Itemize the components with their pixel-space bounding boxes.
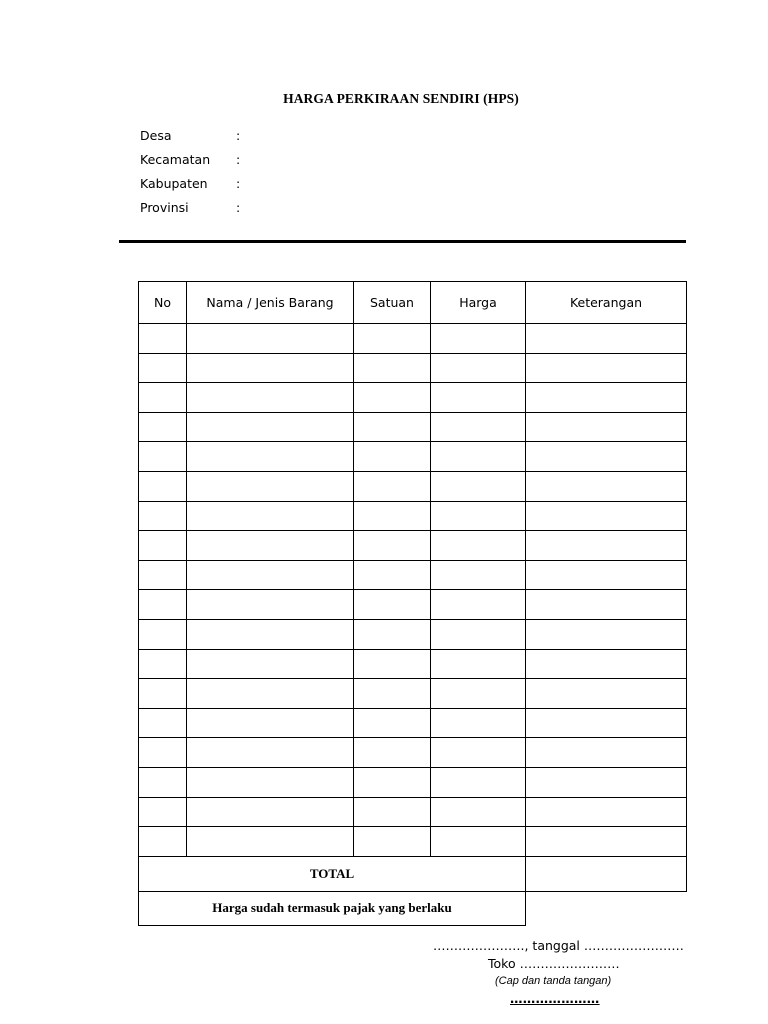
satuan-cell[interactable] xyxy=(354,797,431,827)
no-cell[interactable] xyxy=(139,442,187,472)
header-row xyxy=(139,282,687,324)
satuan-cell[interactable] xyxy=(354,708,431,738)
no-cell[interactable] xyxy=(139,531,187,561)
table-body xyxy=(139,324,687,857)
header-divider xyxy=(119,240,686,243)
hps-table xyxy=(138,281,687,926)
info-label: Provinsi xyxy=(140,200,189,215)
nama-jenis-barang-cell[interactable] xyxy=(187,827,354,857)
document-title: HARGA PERKIRAAN SENDIRI (HPS) xyxy=(283,91,519,106)
no-cell[interactable] xyxy=(139,679,187,709)
satuan-cell[interactable] xyxy=(354,501,431,531)
no-cell[interactable] xyxy=(139,649,187,679)
column-header-harga: Harga xyxy=(431,282,526,324)
info-label: Desa xyxy=(140,128,172,143)
table-row xyxy=(139,767,687,797)
no-cell[interactable] xyxy=(139,412,187,442)
harga-cell[interactable] xyxy=(431,471,526,501)
info-colon: : xyxy=(236,152,241,167)
signature-line: ………………… xyxy=(510,991,600,1006)
harga-cell[interactable] xyxy=(431,679,526,709)
stamp-signature-note: (Cap dan tanda tangan) xyxy=(495,975,612,987)
satuan-cell[interactable] xyxy=(354,649,431,679)
nama-jenis-barang-cell[interactable] xyxy=(187,412,354,442)
total-value-cell[interactable] xyxy=(526,856,687,891)
harga-cell[interactable] xyxy=(431,324,526,354)
harga-cell[interactable] xyxy=(431,649,526,679)
no-cell[interactable] xyxy=(139,708,187,738)
harga-cell[interactable] xyxy=(431,827,526,857)
nama-jenis-barang-cell[interactable] xyxy=(187,531,354,561)
table-row xyxy=(139,738,687,768)
keterangan-cell[interactable] xyxy=(526,619,687,649)
info-colon: : xyxy=(236,176,241,191)
satuan-cell[interactable] xyxy=(354,619,431,649)
nama-jenis-barang-cell[interactable] xyxy=(187,797,354,827)
satuan-cell[interactable] xyxy=(354,679,431,709)
harga-cell[interactable] xyxy=(431,353,526,383)
harga-cell[interactable] xyxy=(431,767,526,797)
nama-jenis-barang-cell[interactable] xyxy=(187,619,354,649)
table-row xyxy=(139,679,687,709)
harga-cell[interactable] xyxy=(431,412,526,442)
no-cell[interactable] xyxy=(139,324,187,354)
no-cell[interactable] xyxy=(139,827,187,857)
no-cell[interactable] xyxy=(139,383,187,413)
harga-cell[interactable] xyxy=(431,560,526,590)
harga-cell[interactable] xyxy=(431,501,526,531)
no-cell[interactable] xyxy=(139,501,187,531)
place-date-line: …………………., tanggal …………………… xyxy=(433,938,684,953)
keterangan-cell[interactable] xyxy=(526,679,687,709)
nama-jenis-barang-cell[interactable] xyxy=(187,590,354,620)
nama-jenis-barang-cell[interactable] xyxy=(187,383,354,413)
shop-line: Toko …………………… xyxy=(488,956,620,971)
empty-corner xyxy=(526,891,687,926)
nama-jenis-barang-cell[interactable] xyxy=(187,501,354,531)
keterangan-cell[interactable] xyxy=(526,797,687,827)
satuan-cell[interactable] xyxy=(354,353,431,383)
satuan-cell[interactable] xyxy=(354,471,431,501)
keterangan-cell[interactable] xyxy=(526,412,687,442)
nama-jenis-barang-cell[interactable] xyxy=(187,649,354,679)
table-row xyxy=(139,797,687,827)
table-row xyxy=(139,560,687,590)
nama-jenis-barang-cell[interactable] xyxy=(187,353,354,383)
keterangan-cell[interactable] xyxy=(526,738,687,768)
keterangan-cell[interactable] xyxy=(526,560,687,590)
keterangan-cell[interactable] xyxy=(526,501,687,531)
table-row xyxy=(139,531,687,561)
no-cell[interactable] xyxy=(139,767,187,797)
satuan-cell[interactable] xyxy=(354,531,431,561)
info-colon: : xyxy=(236,200,241,215)
table-row xyxy=(139,708,687,738)
satuan-cell[interactable] xyxy=(354,383,431,413)
harga-cell[interactable] xyxy=(431,590,526,620)
column-header-nama-jenis-barang: Nama / Jenis Barang xyxy=(187,282,354,324)
satuan-cell[interactable] xyxy=(354,412,431,442)
column-header-no: No xyxy=(139,282,187,324)
total-row xyxy=(139,856,687,891)
keterangan-cell[interactable] xyxy=(526,649,687,679)
no-cell[interactable] xyxy=(139,738,187,768)
no-cell[interactable] xyxy=(139,353,187,383)
satuan-cell[interactable] xyxy=(354,324,431,354)
info-label: Kabupaten xyxy=(140,176,208,191)
satuan-cell[interactable] xyxy=(354,560,431,590)
nama-jenis-barang-cell[interactable] xyxy=(187,767,354,797)
nama-jenis-barang-cell[interactable] xyxy=(187,471,354,501)
tax-note-row xyxy=(139,891,687,926)
nama-jenis-barang-cell[interactable] xyxy=(187,560,354,590)
harga-cell[interactable] xyxy=(431,708,526,738)
table-row xyxy=(139,471,687,501)
harga-cell[interactable] xyxy=(431,619,526,649)
table-row xyxy=(139,353,687,383)
harga-cell[interactable] xyxy=(431,797,526,827)
satuan-cell[interactable] xyxy=(354,590,431,620)
nama-jenis-barang-cell[interactable] xyxy=(187,738,354,768)
nama-jenis-barang-cell[interactable] xyxy=(187,679,354,709)
keterangan-cell[interactable] xyxy=(526,708,687,738)
no-cell[interactable] xyxy=(139,797,187,827)
no-cell[interactable] xyxy=(139,590,187,620)
nama-jenis-barang-cell[interactable] xyxy=(187,442,354,472)
no-cell[interactable] xyxy=(139,560,187,590)
table-footer xyxy=(139,856,687,926)
keterangan-cell[interactable] xyxy=(526,590,687,620)
keterangan-cell[interactable] xyxy=(526,383,687,413)
nama-jenis-barang-cell[interactable] xyxy=(187,324,354,354)
satuan-cell[interactable] xyxy=(354,738,431,768)
total-label: TOTAL xyxy=(139,856,526,891)
keterangan-cell[interactable] xyxy=(526,531,687,561)
table-row xyxy=(139,590,687,620)
table-row xyxy=(139,412,687,442)
info-label: Kecamatan xyxy=(140,152,211,167)
column-header-keterangan: Keterangan xyxy=(526,282,687,324)
table-row xyxy=(139,827,687,857)
info-colon: : xyxy=(236,128,241,143)
keterangan-cell[interactable] xyxy=(526,442,687,472)
nama-jenis-barang-cell[interactable] xyxy=(187,708,354,738)
satuan-cell[interactable] xyxy=(354,827,431,857)
harga-cell[interactable] xyxy=(431,531,526,561)
harga-cell[interactable] xyxy=(431,383,526,413)
no-cell[interactable] xyxy=(139,471,187,501)
harga-cell[interactable] xyxy=(431,442,526,472)
keterangan-cell[interactable] xyxy=(526,353,687,383)
table-row xyxy=(139,383,687,413)
table-header xyxy=(139,282,687,324)
satuan-cell[interactable] xyxy=(354,442,431,472)
harga-cell[interactable] xyxy=(431,738,526,768)
table-row xyxy=(139,442,687,472)
tax-note: Harga sudah termasuk pajak yang berlaku xyxy=(139,891,526,926)
no-cell[interactable] xyxy=(139,619,187,649)
table-row xyxy=(139,649,687,679)
keterangan-cell[interactable] xyxy=(526,827,687,857)
table-row xyxy=(139,501,687,531)
satuan-cell[interactable] xyxy=(354,767,431,797)
keterangan-cell[interactable] xyxy=(526,471,687,501)
column-header-satuan: Satuan xyxy=(354,282,431,324)
keterangan-cell[interactable] xyxy=(526,767,687,797)
table-row xyxy=(139,324,687,354)
keterangan-cell[interactable] xyxy=(526,324,687,354)
table-row xyxy=(139,619,687,649)
